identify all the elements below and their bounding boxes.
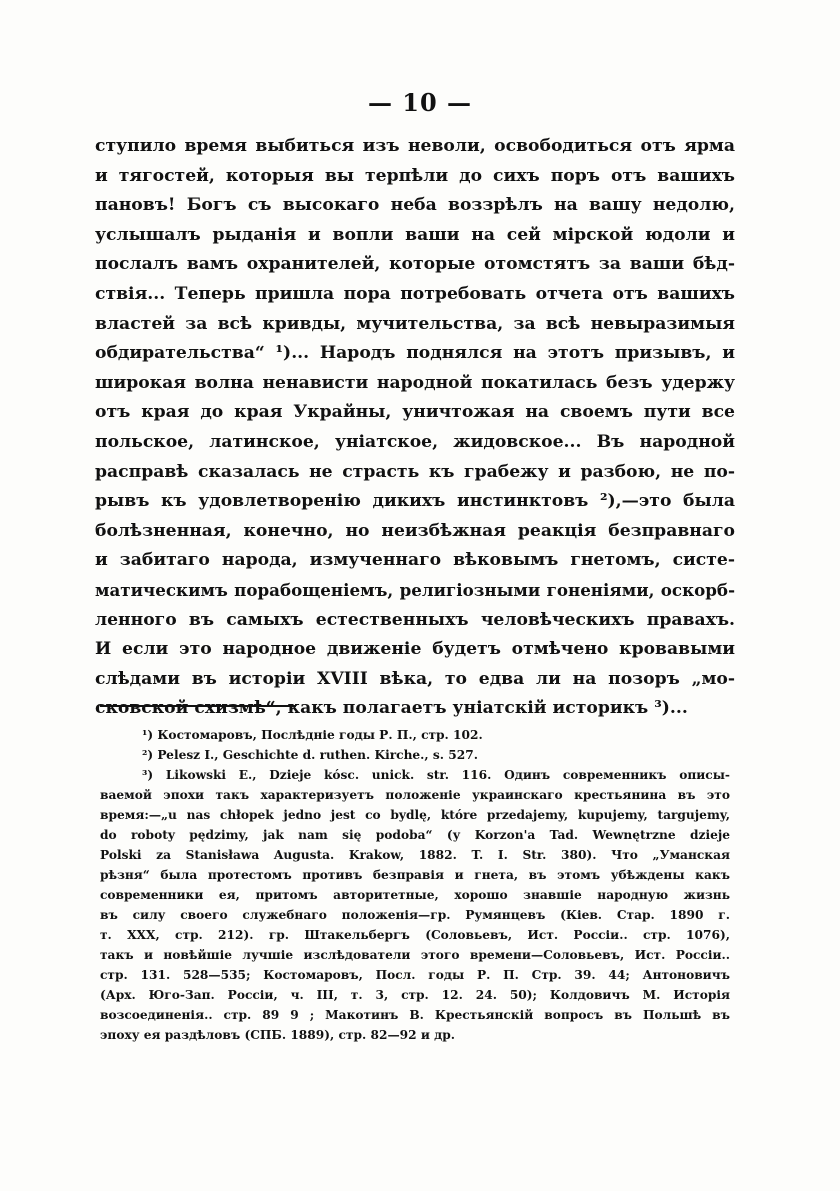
footnote-3-line: стр. 131. 528—535; Костомаровъ, Посл. годы Р. П. Стр. 39. 44; Антоновичъ (100, 968, 730, 982)
footnote-3-line: такъ и новѣйшіе лучшіе изслѣдователи этого времени—Соловьевъ, Ист. Россіи.. (100, 948, 730, 962)
text-line: матическимъ порабощеніемъ, религіозными гоненіями, оскорб- (95, 579, 735, 600)
footnote-3-line: время:—„u nas chłopek jedno jest co bydlę, które przedajemy, kupujemy, targujemy, (100, 808, 730, 822)
text-line: и тягостей, которыя вы терпѣли до сихъ поръ отъ вашихъ (95, 165, 735, 186)
footnote-3-line: въ силу своего служебнаго положенія—гр. Румянцевъ (Кіев. Стар. 1890 г. (100, 908, 730, 922)
text-line: обдирательства“ ¹)... Народъ поднялся на этотъ призывъ, и (95, 343, 735, 364)
text-line: расправѣ сказалась не страсть къ грабежу и разбою, не по- (95, 461, 735, 482)
text-line: отъ края до края Украйны, уничтожая на своемъ пути все (95, 402, 735, 423)
text-line: широкая волна ненависти народной покатилась безъ удержу (95, 372, 735, 393)
text-line: ствія... Теперь пришла пора потребовать отчета отъ вашихъ (95, 283, 735, 304)
footnote-3-line: do roboty pędzimy, jak nam się podoba“ (у Korzon'a Tad. Wewnętrzne dzieje (100, 828, 730, 842)
text-line: рывъ къ удовлетворенію дикихъ инстинктовъ ²),—это была (95, 491, 735, 512)
text-line: послалъ вамъ охранителей, которые отомстятъ за ваши бѣд- (95, 254, 735, 275)
footnote-3-line: эпоху ея раздѣловъ (СПБ. 1889), стр. 82—92 и др. (100, 1028, 456, 1042)
footnote-3-line: современники ея, притомъ авторитетные, хорошо знавшіе народную жизнь (100, 888, 730, 902)
text-line: болѣзненная, конечно, но неизбѣжная реакція безправнаго (95, 520, 735, 541)
footnote-3-line: т. XXX, стр. 212). гр. Штакельбергъ (Соловьевъ, Ист. Россіи.. стр. 1076), (100, 928, 730, 942)
footnotes (100, 725, 730, 1045)
text-line: ступило время выбиться изъ неволи, освободиться отъ ярма (95, 136, 735, 156)
text-line: слѣдами въ исторіи XVIII вѣка, то едва ли на позоръ „мо- (95, 668, 735, 689)
text-line: услышалъ рыданія и вопли ваши на сей мірской юдоли и (95, 224, 735, 245)
footnote-2: ²) Pelesz I., Geschichte d. ruthen. Kirche., s. 527. (142, 748, 478, 762)
footnote-3-line: рѣзня“ была протестомъ противъ безправія и гнета, въ этомъ убѣждены какъ (100, 868, 730, 882)
text-line: пановъ! Богъ съ высокаго неба воззрѣлъ на вашу недолю, (95, 195, 735, 216)
page-number: — 10 — (367, 88, 473, 117)
text-line: сковской схизмѣ“, какъ полагаетъ уніатскій историкъ ³)... (95, 698, 688, 719)
footnote-3-line: (Арх. Юго-Зап. Россіи, ч. III, т. 3, стр. 12. 24. 50); Колдовичъ М. Исторія (100, 988, 730, 1002)
text-line: и забитаго народа, измученнаго вѣковымъ гнетомъ, систе- (95, 550, 735, 571)
text-line: властей за всѣ кривды, мучительства, за всѣ невыразимыя (95, 313, 735, 334)
footnote-divider (100, 705, 296, 707)
footnote-3-line: ³) Likowski E., Dzieje kósc. unick. str. 116. Одинъ современникъ описы- (142, 768, 730, 782)
main-text (95, 132, 735, 724)
footnote-3-line: Polski za Stanisława Augusta. Krakow, 1882. T. I. Str. 380). Что „Уманская (100, 848, 730, 862)
text-line: ленного въ самыхъ естественныхъ человѣческихъ правахъ. (95, 609, 735, 630)
footnote-3-line: ваемой эпохи такъ характеризуетъ положеніе украинскаго крестьянина въ это (100, 788, 730, 802)
text-line: И если это народное движеніе будетъ отмѣчено кровавыми (95, 639, 735, 660)
text-line: польское, латинское, уніатское, жидовское... Въ народной (95, 431, 735, 452)
footnote-1: ¹) Костомаровъ, Послѣдніе годы Р. П., стр. 102. (142, 728, 483, 742)
footnote-3-line: возсоединенія.. стр. 89 9 ; Макотинъ В. Крестьянскій вопросъ въ Польшѣ въ (100, 1008, 730, 1022)
